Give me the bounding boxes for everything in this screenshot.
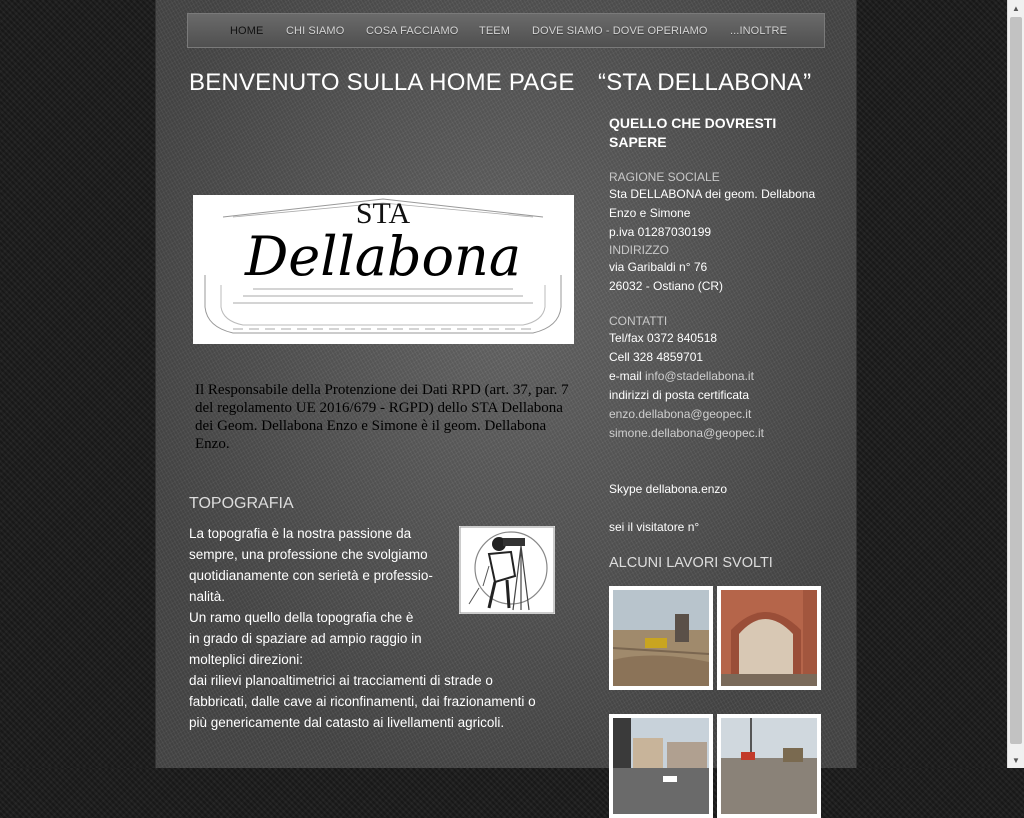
main-nav bbox=[187, 13, 825, 48]
tel-fax: Tel/fax 0372 840518 bbox=[609, 331, 718, 345]
ragione-line: Enzo e Simone bbox=[609, 206, 691, 220]
topografia-line: nalità. bbox=[189, 589, 226, 604]
address-line: 26032 - Ostiano (CR) bbox=[609, 279, 724, 293]
work-photo-construction-site bbox=[613, 590, 709, 686]
skype: Skype dellabona.enzo bbox=[609, 482, 728, 496]
logo-text-sta: STA bbox=[355, 197, 411, 230]
scroll-down-icon[interactable]: ▼ bbox=[1012, 755, 1020, 765]
visitor-counter: sei il visitatore n° bbox=[609, 520, 700, 534]
work-thumb-1[interactable] bbox=[609, 586, 713, 690]
topografia-line: dai rilievi planoaltimetrici ai tracciamenti di strade o bbox=[189, 673, 493, 688]
work-photo-street bbox=[613, 718, 709, 814]
scrollbar-thumb[interactable] bbox=[1010, 17, 1022, 744]
privacy-notice: Il Responsabile della Protenzione dei Dati RPD (art. 37, par. 7 del regolamento UE 2016/679 - RGPD) dello STA Dellabona dei Geom. Dellabona Enzo e Simone è il geom. Dellabona Enzo. bbox=[195, 382, 569, 452]
page-title: BENVENUTO SULLA HOME PAGE bbox=[189, 69, 575, 96]
works-title: ALCUNI LAVORI SVOLTI bbox=[609, 555, 773, 571]
page-title-brand: “STA DELLABONA” bbox=[598, 69, 812, 96]
topografia-line: La topografia è la nostra passione da bbox=[189, 526, 412, 541]
topografia-line: più genericamente dal catasto ai livellamenti agricoli. bbox=[189, 715, 505, 730]
work-photo-roadwork bbox=[721, 718, 817, 814]
pec-link-simone[interactable]: simone.dellabona@geopec.it bbox=[609, 426, 764, 440]
sidebar-info bbox=[609, 114, 824, 537]
ragione-sociale-label: RAGIONE SOCIALE bbox=[609, 170, 720, 184]
sidebar-heading: QUELLO CHE DOVRESTI SAPERE bbox=[609, 115, 777, 150]
topografia-line: molteplici direzioni: bbox=[189, 652, 304, 667]
nav-chi-siamo[interactable]: CHI SIAMO bbox=[286, 24, 345, 37]
topografia-line: in grado di spaziare ad ampio raggio in bbox=[189, 631, 422, 646]
topografia-title: TOPOGRAFIA bbox=[189, 495, 294, 512]
work-thumb-2[interactable] bbox=[717, 586, 821, 690]
logo-text-dellabona: Dellabona bbox=[244, 225, 522, 288]
work-thumb-4[interactable] bbox=[717, 714, 821, 818]
nav-teem[interactable]: TEEM bbox=[479, 24, 510, 37]
work-photo-brick-arch bbox=[721, 590, 817, 686]
company-logo bbox=[193, 195, 574, 344]
topografia-line: sempre, una professione che svolgiamo bbox=[189, 547, 428, 562]
ragione-line: Sta DELLABONA dei geom. Dellabona bbox=[609, 187, 816, 201]
pec-label: indirizzi di posta certificata bbox=[609, 388, 750, 402]
cell: Cell 328 4859701 bbox=[609, 350, 704, 364]
topografia-line: fabbricati, dalle cave ai riconfinamenti, dai frazionamenti o bbox=[189, 694, 536, 709]
topografia-text bbox=[189, 523, 569, 733]
page-scrollbar[interactable] bbox=[1007, 0, 1024, 768]
email-link[interactable]: info@stadellabona.it bbox=[645, 369, 754, 383]
address-line: via Garibaldi n° 76 bbox=[609, 260, 708, 274]
work-thumb-3[interactable] bbox=[609, 714, 713, 818]
topografia-line: quotidianamente con serietà e professio- bbox=[189, 568, 433, 583]
scroll-up-icon[interactable]: ▲ bbox=[1012, 3, 1020, 13]
email-prefix: e-mail bbox=[609, 369, 642, 383]
contatti-label: CONTATTI bbox=[609, 314, 668, 328]
logo-graphic bbox=[193, 195, 574, 344]
nav-cosa-facciamo[interactable]: COSA FACCIAMO bbox=[366, 24, 459, 37]
pec-link-enzo[interactable]: enzo.dellabona@geopec.it bbox=[609, 407, 752, 421]
email-row bbox=[609, 367, 824, 386]
indirizzo-label: INDIRIZZO bbox=[609, 243, 669, 257]
topografia-line: Un ramo quello della topografia che è bbox=[189, 610, 414, 625]
piva: p.iva 01287030199 bbox=[609, 225, 712, 239]
nav-home[interactable]: HOME bbox=[230, 24, 264, 37]
nav-inoltre[interactable]: ...INOLTRE bbox=[730, 24, 788, 37]
nav-dove-siamo[interactable]: DOVE SIAMO - DOVE OPERIAMO bbox=[532, 24, 708, 37]
